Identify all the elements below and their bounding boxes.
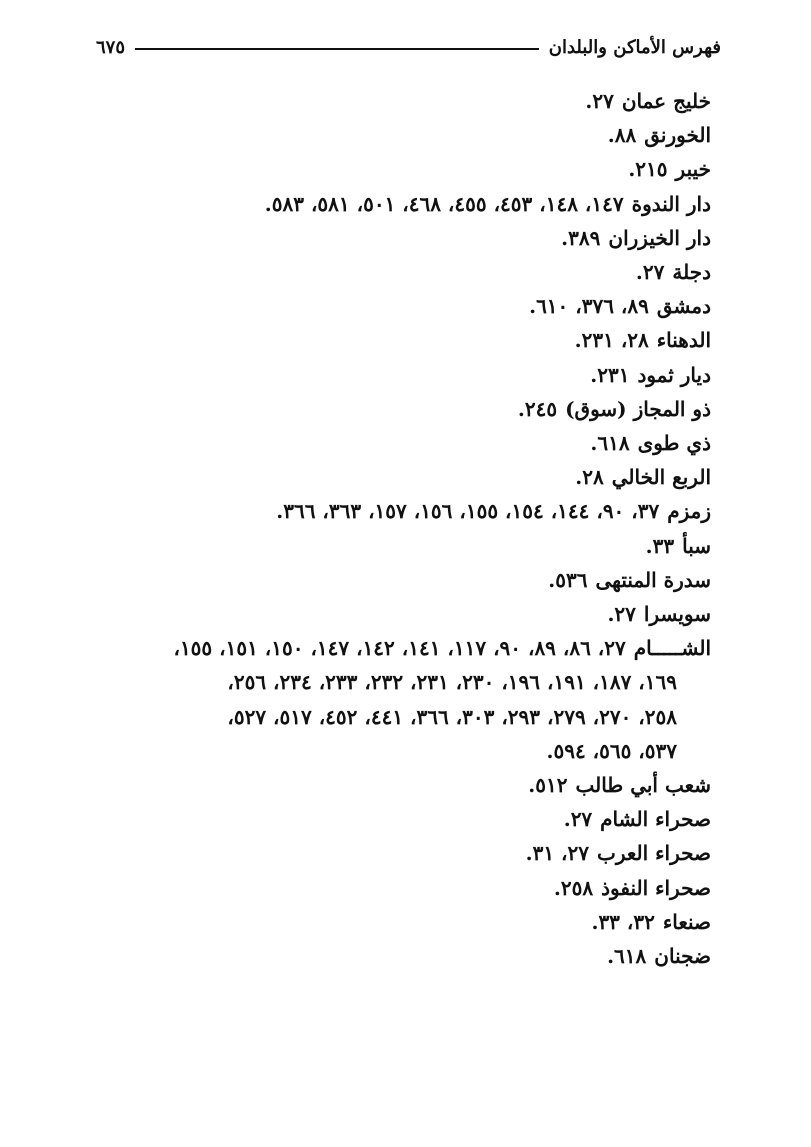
entry-pages: ٢٧. xyxy=(607,602,636,627)
index-entry xyxy=(96,426,711,460)
entry-term: ديار ثمود xyxy=(637,362,711,387)
entry-term: دار الندوة xyxy=(631,191,711,216)
entry-term: ذو المجاز (سوق) xyxy=(565,396,711,421)
index-entry-continuation xyxy=(96,734,711,768)
index-entries xyxy=(96,84,711,973)
entry-term: خليج عمان xyxy=(621,89,711,113)
entry-term: الشـــــام xyxy=(633,636,711,661)
index-entry xyxy=(96,84,711,118)
entry-pages: ٢٨. xyxy=(575,465,604,490)
index-entry xyxy=(96,836,711,870)
index-entry xyxy=(96,323,711,357)
index-entry xyxy=(96,563,711,597)
entry-term: ضجنان xyxy=(654,944,711,969)
entry-pages: ٥٣٦. xyxy=(548,567,588,592)
index-entry xyxy=(96,768,711,802)
page-number: ٦٧٥ xyxy=(96,36,126,58)
entry-term: الدهناء xyxy=(656,328,711,353)
entry-term: خيبر xyxy=(675,157,711,182)
entry-pages: ٢٨، ٢٣١. xyxy=(574,328,649,353)
entry-pages: ٣٢، ٣٣. xyxy=(591,909,655,934)
entry-pages: ٥٣٧، ٥٦٥، ٥٩٤. xyxy=(546,738,677,763)
entry-term: دار الخيزران xyxy=(608,225,711,250)
entry-term: دمشق xyxy=(656,294,711,319)
entry-pages: ١٦٩، ١٨٧، ١٩١، ١٩٦، ٢٣٠، ٢٣١، ٢٣٢، ٢٣٣، ٢٣٤، ٢٥٦، xyxy=(227,670,677,695)
entry-term: صحراء النفوذ xyxy=(601,875,711,900)
entry-term: دجلة xyxy=(672,260,711,285)
index-entry xyxy=(96,529,711,563)
entry-term: سويسرا xyxy=(643,602,711,627)
index-entry xyxy=(96,939,711,973)
index-entry xyxy=(96,460,711,494)
entry-term: صحراء العرب xyxy=(596,841,711,866)
entry-term: الخورنق xyxy=(644,123,711,148)
running-header xyxy=(96,32,721,62)
entry-term: الربع الخالي xyxy=(611,465,711,490)
header-title: فهرس الأماكن والبلدان xyxy=(548,36,721,58)
entry-pages: ٢٥٨. xyxy=(553,875,594,900)
entry-pages: ٢٧، ٨٦، ٨٩، ٩٠، ١١٧، ١٤١، ١٤٢، ١٤٧، ١٥٠، ١٥١، ١٥٥، xyxy=(173,636,626,661)
entry-pages: ٣٣. xyxy=(645,533,675,558)
entry-pages: ٢٧. xyxy=(635,260,665,285)
index-entry xyxy=(96,221,711,255)
index-entry xyxy=(96,187,711,221)
index-entry xyxy=(96,494,711,528)
entry-term: سدرة المنتهى xyxy=(595,567,711,592)
entry-term: ذي طوى xyxy=(637,431,711,456)
entry-term: صنعاء xyxy=(662,909,711,934)
entry-term: صحراء الشام xyxy=(600,807,711,832)
index-entry xyxy=(96,118,711,152)
entry-term: سبأ xyxy=(682,533,711,558)
entry-pages: ٢٧. xyxy=(585,89,614,113)
entry-term: زمزم xyxy=(667,499,711,524)
entry-pages: ٦١٨. xyxy=(590,431,630,456)
entry-pages: ٢٣١. xyxy=(590,362,630,387)
index-entry xyxy=(96,289,711,323)
index-entry xyxy=(96,631,711,665)
header-rule xyxy=(135,48,539,50)
index-entry xyxy=(96,255,711,289)
index-entry xyxy=(96,392,711,426)
entry-pages: ٢٧، ٣١. xyxy=(525,841,589,866)
index-entry-continuation xyxy=(96,665,711,699)
index-entry xyxy=(96,152,711,186)
entry-term: شعب أبي طالب xyxy=(575,773,711,798)
entry-pages: ٨٨. xyxy=(607,123,637,148)
index-entry xyxy=(96,905,711,939)
entry-pages: ٢١٥. xyxy=(628,157,668,182)
entry-pages: ٣٨٩. xyxy=(561,225,601,250)
entry-pages: ٥١٢. xyxy=(528,773,568,798)
entry-pages: ٢٧. xyxy=(563,807,593,832)
index-entry xyxy=(96,358,711,392)
entry-pages: ٦١٨. xyxy=(607,944,647,969)
index-entry xyxy=(96,597,711,631)
index-entry xyxy=(96,871,711,905)
entry-pages: ٨٩، ٣٧٦، ٦١٠. xyxy=(529,294,649,319)
entry-pages: ٢٥٨، ٢٧٠، ٢٧٩، ٢٩٣، ٣٠٣، ٣٦٦، ٤٤١، ٤٥٢، ٥١٧، ٥٢٧، xyxy=(227,704,677,729)
index-entry xyxy=(96,802,711,836)
entry-pages: ٣٧، ٩٠، ١٤٤، ١٥٤، ١٥٥، ١٥٦، ١٥٧، ٣٦٣، ٣٦٦. xyxy=(276,499,660,524)
index-entry-continuation xyxy=(96,700,711,734)
entry-pages: ١٤٧، ١٤٨، ٤٥٣، ٤٥٥، ٤٦٨، ٥٠١، ٥٨١، ٥٨٣. xyxy=(264,191,624,216)
entry-pages: ٢٤٥. xyxy=(517,396,558,421)
